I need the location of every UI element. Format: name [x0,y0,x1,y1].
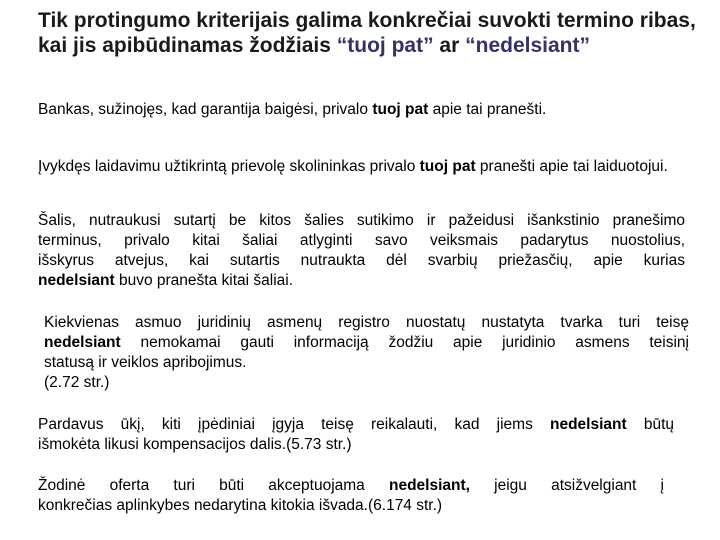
p4-line-1: Kiekvienas asmuo juridinių asmenų registro nuostatų nustatyta tvarka turi teisę [44,314,689,331]
p2-text-after: pranešti apie tai laiduotojui. [475,158,668,175]
title-conjunction: ar [433,34,466,57]
p4-line-3: statusą ir veiklos apribojimus. [44,354,247,371]
p4-bold-term: nedelsiant [44,334,121,351]
p4-line-2-text: nemokamai gauti informaciją žodžiu apie juridinio asmens teisinį [120,334,689,351]
title-text: Tik protingumo kriterijais galima konkrečiai suvokti termino ribas, kai jis apibūdinamas žodžiais [38,9,696,57]
paragraph-contract-termination [38,211,685,291]
paragraph-bank [38,100,638,120]
p4-citation: (2.72 str.) [44,374,110,391]
p6-bold-term: nedelsiant, [388,477,470,494]
p3-line-2: terminus, privalo kitai šaliai atlyginti savo veiksmais padarytus nuostolius, [38,232,685,249]
paragraph-oral-offer [38,476,664,516]
p5-line-1 [38,415,674,435]
paragraph-surety [38,157,678,177]
p4-line-2 [44,333,689,353]
p6-text-after: jeigu atsižvelgiant į [469,477,664,494]
p5-text-before: Pardavus ūkį, kiti įpėdiniai įgyja teisę reikalauti, kad jiems [38,416,550,433]
p1-text-after: apie tai pranešti. [428,101,547,118]
p6-line-1 [38,476,664,496]
p1-text-before: Bankas, sužinojęs, kad garantija baigėsi, privalo [38,101,373,118]
p5-line-2: išmokėta likusi kompensacijos dalis.(5.73 str.) [38,436,352,453]
p2-text-before: Įvykdęs laidavimu užtikrintą prievolę skolininkas privalo [38,158,420,175]
p3-line-4 [38,271,685,291]
title-term-nedelsiant: “nedelsiant” [465,34,590,57]
p6-line-2: konkrečias aplinkybes nedarytina kitokia išvada.(6.174 str.) [38,497,443,514]
slide-title [38,8,710,58]
p2-bold-term: tuoj pat [419,158,476,175]
p6-text-before: Žodinė oferta turi būti akceptuojama [38,477,389,494]
p3-bold-term: nedelsiant [38,272,115,289]
title-term-tuoj-pat: “tuoj pat” [336,34,434,57]
p5-text-after: būtų [626,416,675,433]
p1-bold-term: tuoj pat [372,101,429,118]
p3-line-1: Šalis, nutraukusi sutartį be kitos šalies sutikimo ir pažeidusi išankstinio pranešimo [38,212,685,229]
p3-line-4-text: buvo pranešta kitai šaliai. [114,272,294,289]
paragraph-farm-heirs [38,415,674,455]
paragraph-legal-entity-register [44,313,689,393]
p3-line-3: išskyrus atvejus, kai sutartis nutraukta dėl svarbių priežasčių, apie kurias [38,252,685,269]
p5-bold-term: nedelsiant [550,416,627,433]
